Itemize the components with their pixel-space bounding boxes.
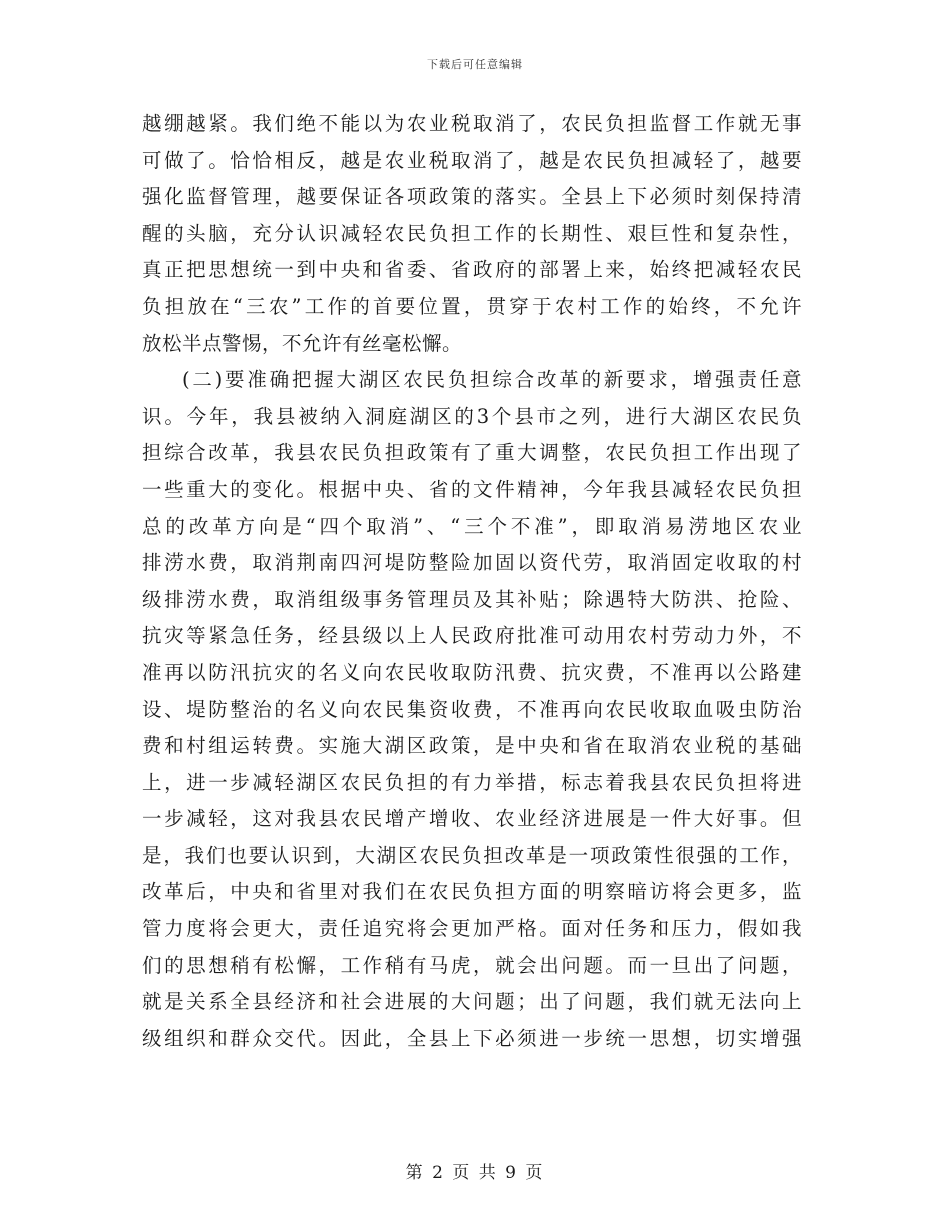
text-line: 费和村组运转费。实施大湖区政策，是中央和省在取消农业税的基础 <box>142 734 802 758</box>
text-line: 改革后，中央和省里对我们在农民负担方面的明察暗访将会更多，监 <box>142 880 802 904</box>
text-line: 放松半点警惕，不允许有丝毫松懈。 <box>142 331 463 355</box>
text-line: 管力度将会更大，责任追究将会更加严格。面对任务和压力，假如我 <box>142 917 802 941</box>
text-line: 一步减轻，这对我县农民增产增收、农业经济进展是一件大好事。但 <box>142 807 802 831</box>
text-line: 排涝水费，取消荆南四河堤防整险加固以资代劳，取消固定收取的村 <box>142 551 802 575</box>
page-header-note: 下载后可任意编辑 <box>427 58 523 71</box>
document-body <box>142 106 802 1057</box>
text-line: 醒的头脑，充分认识减轻农民负担工作的长期性、艰巨性和复杂性， <box>142 221 802 245</box>
page-number: 第 2 页 共 9 页 <box>405 1163 545 1183</box>
text-line: 上，进一步减轻湖区农民负担的有力举措，标志着我县农民负担将进 <box>142 770 802 794</box>
text-line: 是，我们也要认识到，大湖区农民负担改革是一项政策性很强的工作， <box>142 843 802 867</box>
text-line: 可做了。恰恰相反，越是农业税取消了，越是农民负担减轻了，越要 <box>142 148 802 172</box>
text-line: 抗灾等紧急任务，经县级以上人民政府批准可动用农村劳动力外，不 <box>142 624 802 648</box>
text-line: 总的改革方向是“四个取消”、“三个不准”，即取消易涝地区农业 <box>142 514 802 538</box>
paragraph-2 <box>142 362 802 1057</box>
text-line: 负担放在“三农”工作的首要位置，贯穿于农村工作的始终，不允许 <box>142 294 802 318</box>
paragraph-1 <box>142 106 802 362</box>
text-line: 们的思想稍有松懈，工作稍有马虎，就会出问题。而一旦出了问题， <box>142 953 802 977</box>
text-line: 强化监督管理，越要保证各项政策的落实。全县上下必须时刻保持清 <box>142 185 802 209</box>
text-line: (二)要准确把握大湖区农民负担综合改革的新要求，增强责任意 <box>182 368 802 392</box>
text-line: 级排涝水费，取消组级事务管理员及其补贴；除遇特大防洪、抢险、 <box>142 587 802 611</box>
text-line: 设、堤防整治的名义向农民集资收费，不准再向农民收取血吸虫防治 <box>142 697 802 721</box>
text-line: 越绷越紧。我们绝不能以为农业税取消了，农民负担监督工作就无事 <box>142 112 802 135</box>
text-line: 识。今年，我县被纳入洞庭湖区的3个县市之列，进行大湖区农民负 <box>142 404 802 428</box>
text-line: 真正把思想统一到中央和省委、省政府的部署上来，始终把减轻农民 <box>142 258 802 282</box>
text-line: 担综合改革，我县农民负担政策有了重大调整，农民负担工作出现了 <box>142 441 802 465</box>
text-line: 一些重大的变化。根据中央、省的文件精神，今年我县减轻农民负担 <box>142 477 802 501</box>
text-line: 准再以防汛抗灾的名义向农民收取防汛费、抗灾费，不准再以公路建 <box>142 660 802 684</box>
text-line: 就是关系全县经济和社会进展的大问题；出了问题，我们就无法向上 <box>142 990 802 1014</box>
text-line: 级组织和群众交代。因此，全县上下必须进一步统一思想，切实增强 <box>142 1026 802 1050</box>
